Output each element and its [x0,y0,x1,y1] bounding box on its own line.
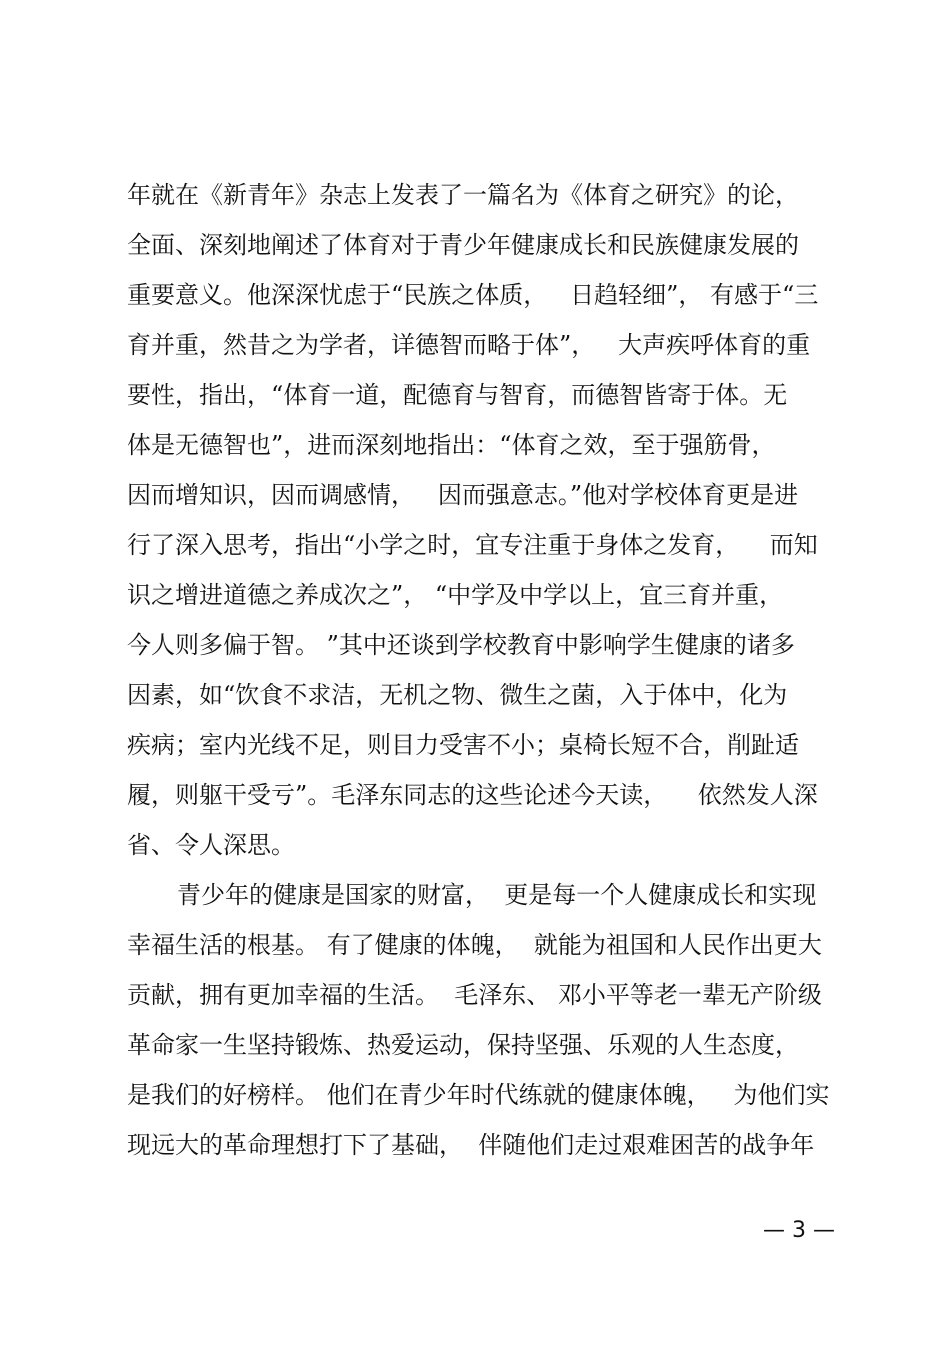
text-line: 重要意义。他深深忧虑于“民族之体质， 日趋轻细”， 有感于“三 [127,281,819,309]
text-line: 今人则多偏于智。 ”其中还谈到学校教育中影响学生健康的诸多 [127,631,795,659]
text-line: 因素，如“饮食不求洁，无机之物、微生之菌，入于体中，化为 [127,681,788,709]
text-line: 疾病；室内光线不足，则目力受害不小；桌椅长短不合，削趾适 [127,731,799,759]
page-number: — 3 — [763,1218,835,1243]
text-line: 育并重，然昔之为学者，详德智而略于体”， 大声疾呼体育的重 [127,331,811,359]
text-line: 行了深入思考，指出“小学之时，宜专注重于身体之发育， 而知 [127,531,818,559]
text-line: 识之增进道德之养成次之”， “中学及中学以上，宜三育并重， [127,581,784,609]
text-line: 因而增知识，因而调感情， 因而强意志。”他对学校体育更是进 [127,481,799,509]
text-line: 幸福生活的根基。 有了健康的体魄， 就能为祖国和人民作出更大 [127,931,822,959]
text-line: 要性，指出，“体育一道，配德育与智育，而德智皆寄于体。无 [127,381,788,409]
text-line: 体是无德智也”，进而深刻地指出：“体育之效，至于强筋骨， [127,431,776,459]
text-line: 贡献，拥有更加幸福的生活。 毛泽东、 邓小平等老一辈无产阶级 [127,981,822,1009]
body-text [127,172,837,1172]
paragraph-start-line: 青少年的健康是国家的财富， 更是每一个人健康成长和实现 [177,881,817,909]
text-line: 省、令人深思。 [127,831,295,859]
text-line: 全面、深刻地阐述了体育对于青少年健康成长和民族健康发展的 [127,231,799,259]
text-line: 履，则躯干受亏”。毛泽东同志的这些论述今天读， 依然发人深 [127,781,818,809]
text-line: 是我们的好榜样。 他们在青少年时代练就的健康体魄， 为他们实 [127,1081,830,1109]
text-line: 革命家一生坚持锻炼、热爱运动，保持坚强、乐观的人生态度， [127,1031,799,1059]
text-line: 年就在《新青年》杂志上发表了一篇名为《体育之研究》的论， [127,181,799,209]
text-line: 现远大的革命理想打下了基础， 伴随他们走过艰难困苦的战争年 [127,1131,815,1159]
